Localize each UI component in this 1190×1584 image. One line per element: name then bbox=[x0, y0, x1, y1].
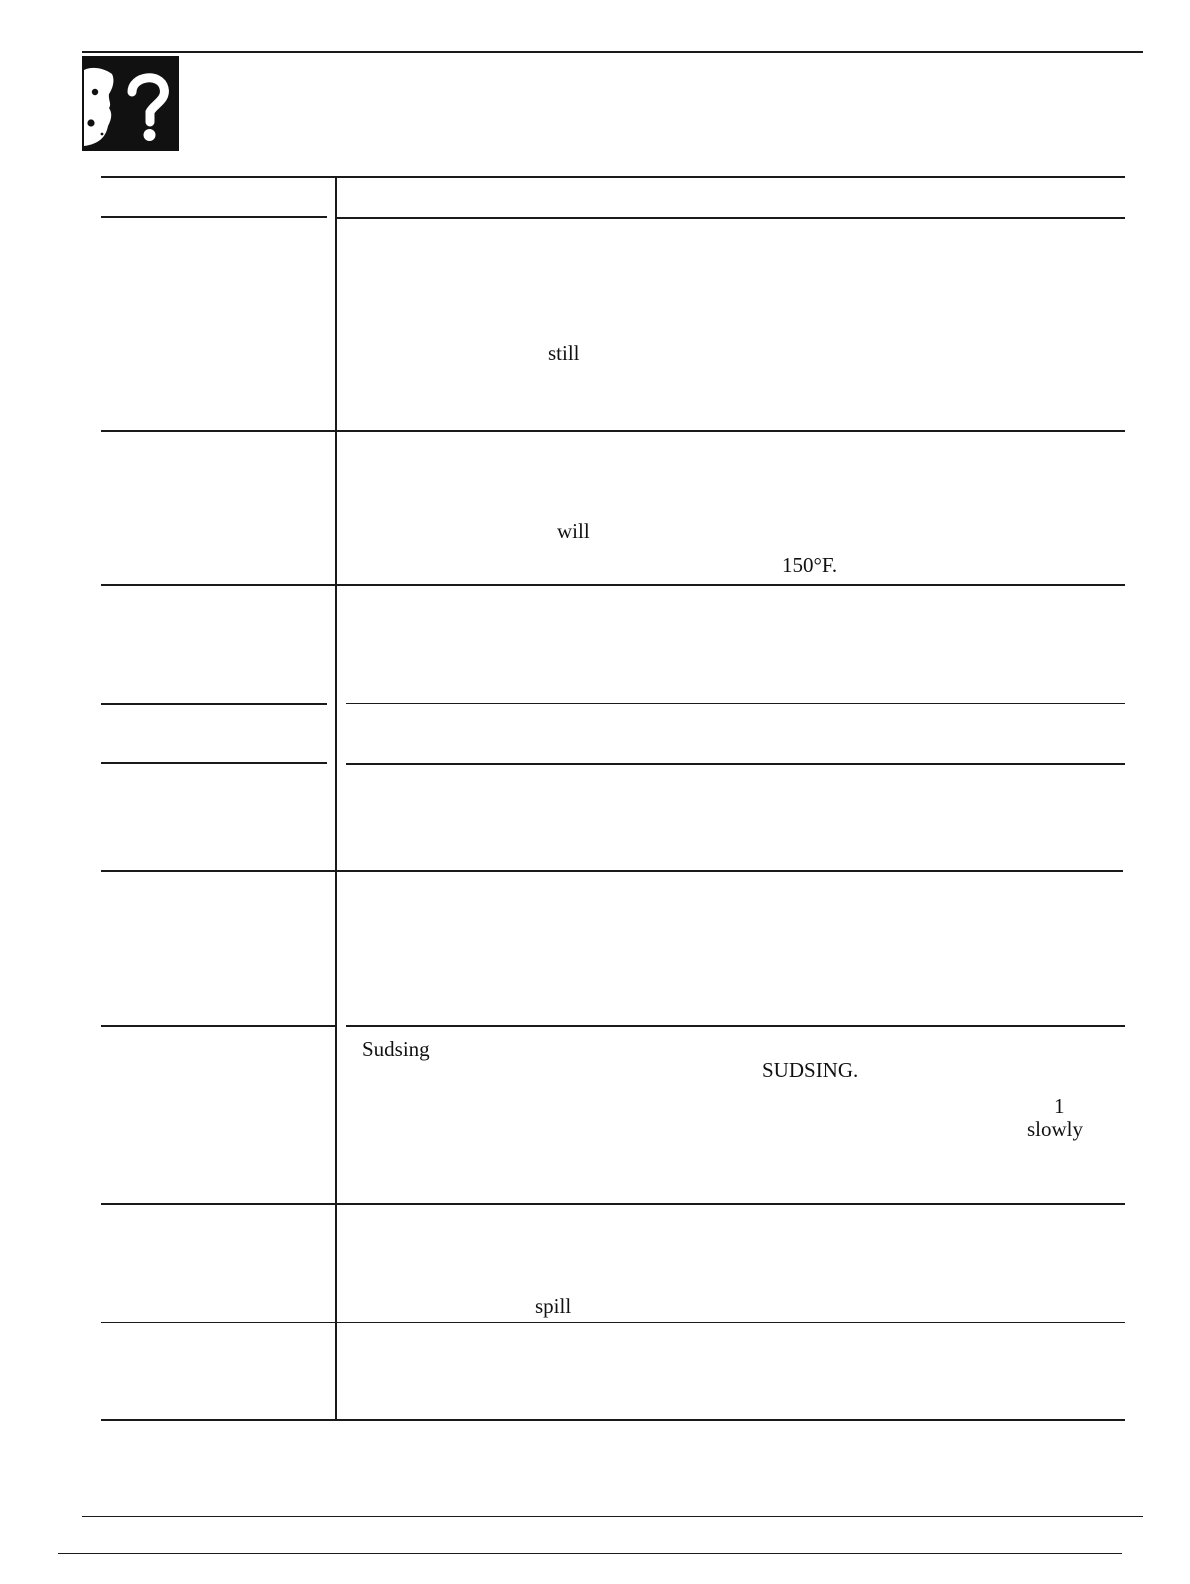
table-top-rule bbox=[101, 176, 1125, 178]
row-separator-3-right bbox=[346, 703, 1125, 704]
row-separator-4-right bbox=[346, 763, 1125, 765]
numeral-one: 1 bbox=[1054, 1094, 1065, 1118]
row-separator-4-left bbox=[101, 762, 327, 764]
word-slowly: slowly bbox=[1027, 1117, 1084, 1141]
troubleshooting-logo bbox=[82, 56, 179, 151]
table-header-rule-left bbox=[101, 216, 327, 218]
row-separator-3-left bbox=[101, 703, 327, 705]
table-bottom-rule bbox=[101, 1419, 1125, 1421]
row-separator-5 bbox=[101, 870, 1123, 872]
word-still: still bbox=[548, 341, 580, 365]
row-separator-1 bbox=[101, 430, 1125, 432]
face-question-icon bbox=[82, 56, 179, 151]
word-spill: spill bbox=[535, 1294, 572, 1318]
row-separator-7 bbox=[101, 1203, 1125, 1205]
footer-rule-1 bbox=[82, 1516, 1143, 1517]
word-will: will bbox=[557, 519, 590, 543]
word-sudsing: Sudsing bbox=[362, 1037, 430, 1061]
row-separator-8 bbox=[101, 1322, 1125, 1323]
row-separator-2 bbox=[101, 584, 1125, 586]
table-header-rule-right bbox=[336, 217, 1125, 219]
row-separator-6-right bbox=[346, 1025, 1125, 1027]
sudsing-setting-label: SUDSING. bbox=[762, 1058, 859, 1082]
column-divider bbox=[335, 178, 337, 1421]
header-top-rule bbox=[82, 51, 1143, 53]
temperature-value: 150°F. bbox=[782, 553, 838, 577]
footer-rule-2 bbox=[58, 1553, 1122, 1554]
row-separator-6-left bbox=[101, 1025, 337, 1027]
